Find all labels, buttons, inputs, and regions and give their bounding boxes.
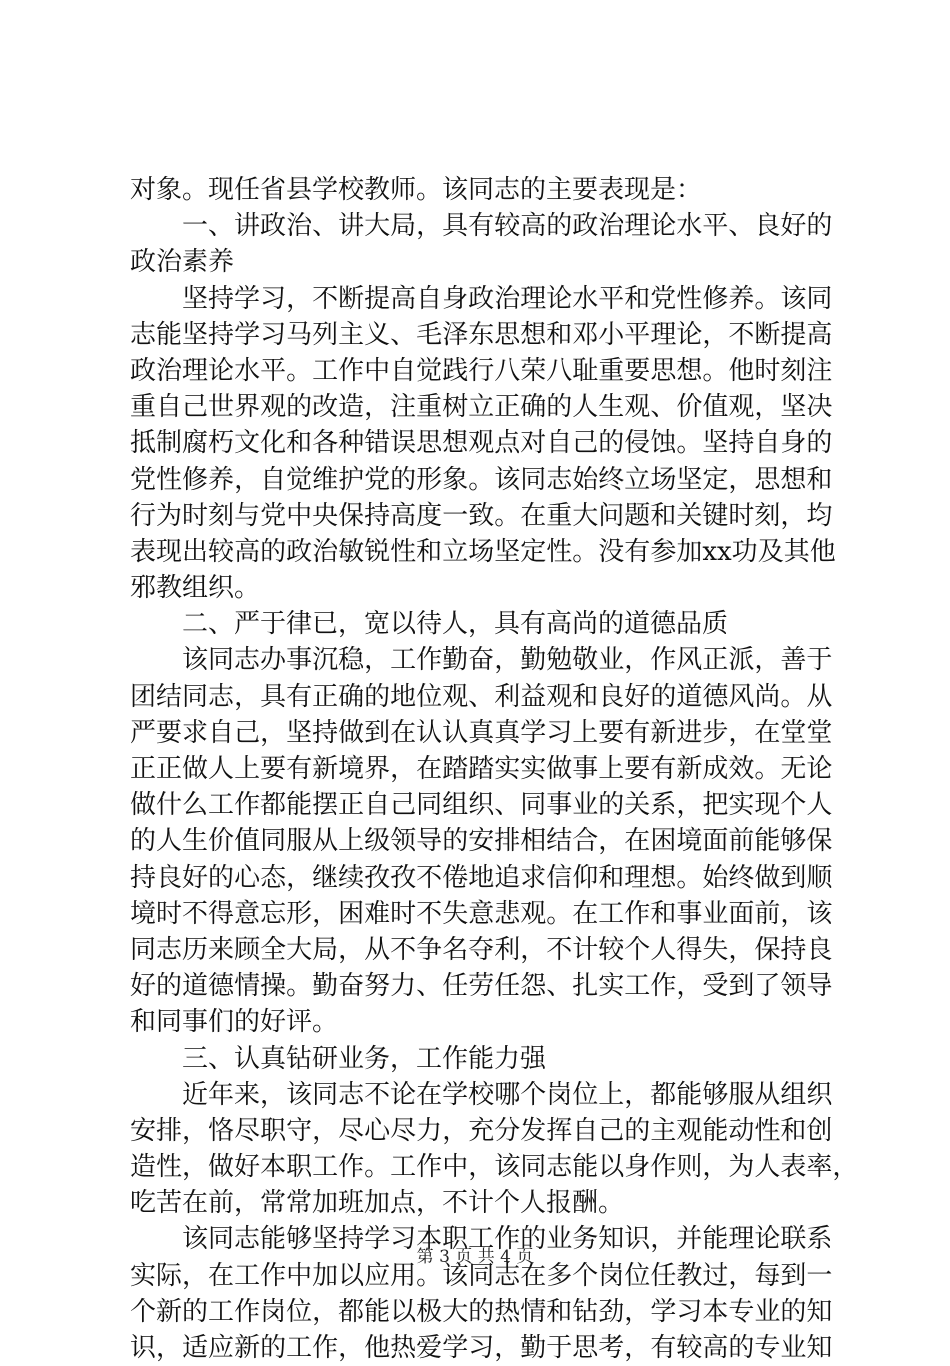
text-line: 造 性 ， 做 好 本 职 工 作 。 工 作 中 ， 该 同 志 能 以 身 作 则 ， 为 人 表 率 ， (130, 1152, 859, 1183)
text-line: 严 要 求 自 己 ， 坚 持 做 到 在 认 认 真 真 学 习 上 要 有 新 进 步 ， 在 堂 堂 (130, 717, 833, 748)
text-line: 同 志 历 来 顾 全 大 局 ， 从 不 争 名 夺 利 ， 不 计 较 个 人 得 失 ， 保 持 良 (130, 934, 833, 965)
text-line: 邪教组织。 (130, 573, 261, 604)
text-line: 抵 制 腐 朽 文 化 和 各 种 错 误 思 想 观 点 对 自 己 的 侵 蚀 。 坚 持 自 身 的 (130, 428, 833, 459)
page-footer: 第 3 页 共 4 页 (416, 1247, 534, 1267)
text-line: 实 际 ， 在 工 作 中 加 以 应 用 。 该 同 志 在 多 个 岗 位 任 教 过 ， 每 到 一 (130, 1260, 833, 1291)
text-line: 对象。现任省县学校教师。该同志的主要表现是： (130, 175, 703, 205)
text-line: 政 治 理 论 水 平 。 工 作 中 自 觉 践 行 八 荣 八 耻 重 要 思 想 。 他 时 刻 注 (130, 355, 833, 386)
text-line: 团 结 同 志 ， 具 有 正 确 的 地 位 观 、 利 益 观 和 良 好 的 道 德 风 尚 。 从 (130, 681, 833, 712)
text-line: 正 正 做 人 上 要 有 新 境 界 ， 在 踏 踏 实 实 做 事 上 要 有 新 成 效 。 无 论 (130, 754, 833, 784)
text-line: 好 的 道 德 情 操 。 勤 奋 努 力 、 任 劳 任 怨 、 扎 实 工 作 ， 受 到 了 领 导 (130, 971, 833, 1002)
text-line: 和同事们的好评。 (130, 1007, 339, 1038)
text-line: 的 人 生 价 值 同 服 从 上 级 领 导 的 安 排 相 结 合 ， 在 困 境 面 前 能 够 保 (130, 826, 833, 857)
text-line: 重 自 己 世 界 观 的 改 造 ， 注 重 树 立 正 确 的 人 生 观 、 价 值 观 ， 坚 决 (130, 392, 833, 423)
text-line: 吃苦在前，常常加班加点，不计个人报酬。 (130, 1188, 625, 1219)
text-line: 该 同 志 办 事 沉 稳 ， 工 作 勤 奋 ， 勤 勉 敬 业 ， 作 风 正 派 ， 善 于 (182, 645, 833, 676)
text-line: 个 新 的 工 作 岗 位 ， 都 能 以 极 大 的 热 情 和 钻 劲 ， 学 习 本 专 业 的 知 (130, 1296, 833, 1327)
text-line: 该 同 志 能 够 坚 持 学 习 本 职 工 作 的 业 务 知 识 ， 并 能 理 论 联 系 (182, 1224, 833, 1255)
text-line: 识 ， 适 应 新 的 工 作 ， 他 热 爱 学 习 ， 勤 于 思 考 ， 有 较 高 的 专 业 知 (130, 1333, 833, 1363)
text-line: 安 排 ， 恪 尽 职 守 ， 尽 心 尽 力 ， 充 分 发 挥 自 己 的 主 观 能 动 性 和 创 (130, 1115, 833, 1146)
text-line: 志 能 坚 持 学 习 马 列 主 义 、 毛 泽 东 思 想 和 邓 小 平 理 论 ， 不 断 提 高 (130, 319, 833, 350)
text-line: 三、认真钻研业务，工作能力强 (182, 1043, 547, 1074)
document-body (130, 172, 859, 1366)
text-line: 二、严于律已，宽以待人，具有高尚的道德品质 (182, 609, 729, 640)
text-line: 持 良 好 的 心 态 ， 继 续 孜 孜 不 倦 地 追 求 信 仰 和 理 想 。 始 终 做 到 顺 (130, 862, 833, 893)
text-line: 党 性 修 养 ， 自 觉 维 护 党 的 形 象 。 该 同 志 始 终 立 场 坚 定 ， 思 想 和 (130, 464, 833, 495)
text-line: 坚 持 学 习 ， 不 断 提 高 自 身 政 治 理 论 水 平 和 党 性 修 养 。 该 同 (182, 283, 833, 314)
text-line: 境 时 不 得 意 忘 形 ， 困 难 时 不 失 意 悲 观 。 在 工 作 和 事 业 面 前 ， 该 (130, 898, 833, 929)
text-line: 表 现 出 较 高 的 政 治 敏 锐 性 和 立 场 坚 定 性 。 没 有 参 加 xx 功 及 其 他 (130, 536, 836, 567)
text-line: 政治素养 (130, 247, 235, 278)
text-line: 近 年 来 ， 该 同 志 不 论 在 学 校 哪 个 岗 位 上 ， 都 能 够 服 从 组 织 (182, 1079, 833, 1110)
text-line: 行 为 时 刻 与 党 中 央 保 持 高 度 一 致 。 在 重 大 问 题 和 关 键 时 刻 ， 均 (130, 500, 833, 531)
text-line: 一 、 讲 政 治 、 讲 大 局 ， 具 有 较 高 的 政 治 理 论 水 平 、 良 好 的 (182, 211, 833, 242)
text-line: 做 什 么 工 作 都 能 摆 正 自 己 同 组 织 、 同 事 业 的 关 系 ， 把 实 现 个 人 (130, 790, 833, 821)
